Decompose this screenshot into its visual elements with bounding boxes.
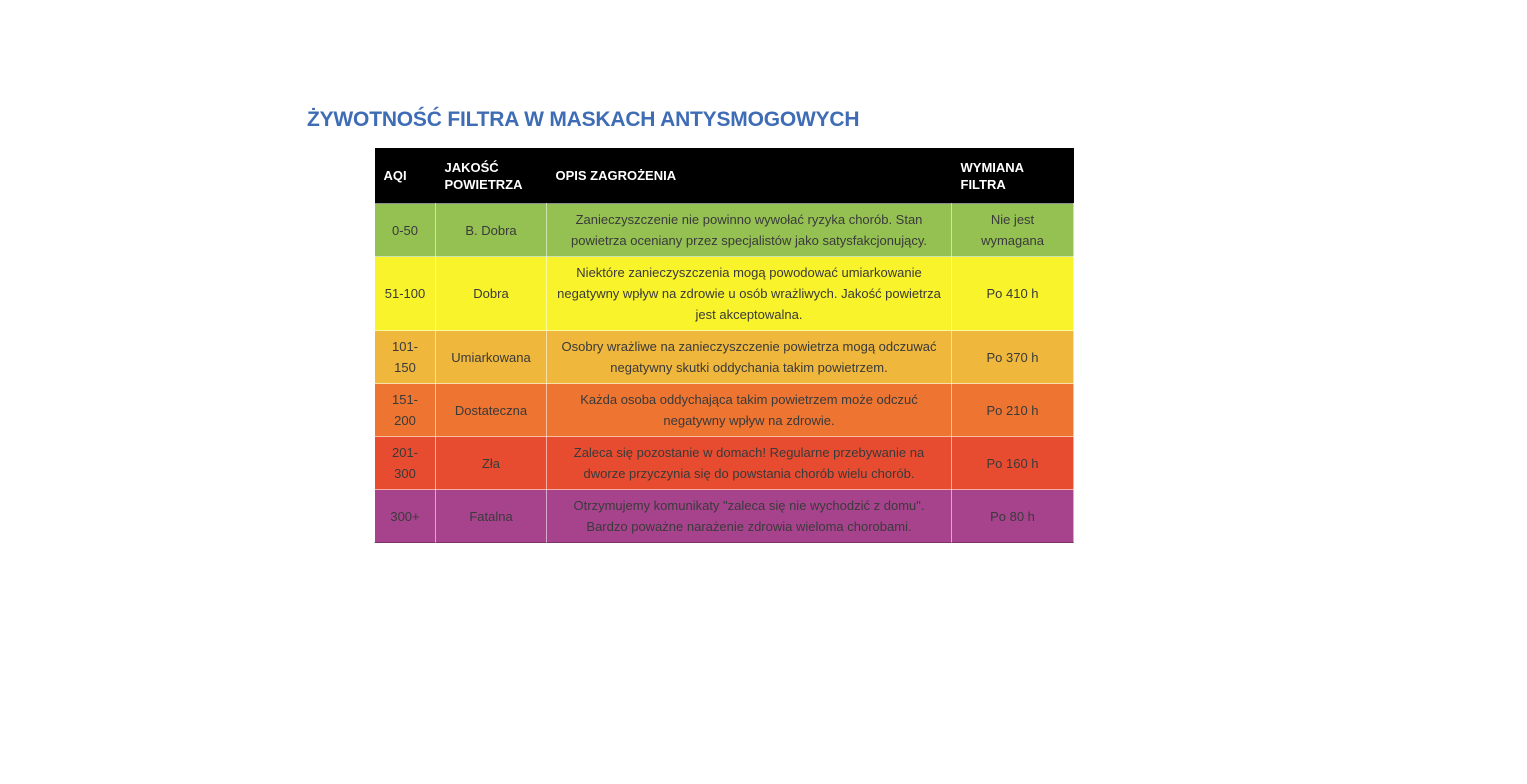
description-cell: Zaleca się pozostanie w domach! Regularne przebywanie na dworze przyczynia się do powstania chorób wielu chorób. [547,437,952,490]
aqi-cell: 151-200 [375,384,436,437]
aqi-cell: 300+ [375,490,436,543]
aqi-cell: 0-50 [375,204,436,257]
description-cell: Otrzymujemy komunikaty "zaleca się nie wychodzić z domu". Bardzo poważne narażenie zdrowia wieloma chorobami. [547,490,952,543]
aqi-cell: 51-100 [375,257,436,331]
table-row [375,490,1074,543]
description-cell: Każda osoba oddychająca takim powietrzem może odczuć negatywny wpływ na zdrowie. [547,384,952,437]
filter-change-cell: Po 80 h [952,490,1074,543]
description-cell: Zanieczyszczenie nie powinno wywołać ryzyka chorób. Stan powietrza oceniany przez specjalistów jako satysfakcjonujący. [547,204,952,257]
quality-cell: Zła [436,437,547,490]
filter-change-cell: Nie jest wymagana [952,204,1074,257]
quality-cell: B. Dobra [436,204,547,257]
table-body [375,204,1074,543]
quality-cell: Dobra [436,257,547,331]
header-filter-replacement: WYMIANA FILTRA [952,148,1074,204]
table-row [375,204,1074,257]
table-row [375,257,1074,331]
header-air-quality: JAKOŚĆ POWIETRZA [436,148,547,204]
aqi-cell: 201-300 [375,437,436,490]
description-cell: Niektóre zanieczyszczenia mogą powodować umiarkowanie negatywny wpływ na zdrowie u osób wrażliwych. Jakość powietrza jest akceptowalna. [547,257,952,331]
description-cell: Osobry wrażliwe na zanieczyszczenie powietrza mogą odczuwać negatywny skutki oddychania takim powietrzem. [547,331,952,384]
aqi-cell: 101-150 [375,331,436,384]
filter-change-cell: Po 160 h [952,437,1074,490]
quality-cell: Dostateczna [436,384,547,437]
page-title: ŻYWOTNOŚĆ FILTRA W MASKACH ANTYSMOGOWYCH [307,108,860,131]
table-row [375,437,1074,490]
header-aqi: AQI [375,148,436,204]
filter-change-cell: Po 370 h [952,331,1074,384]
filter-change-cell: Po 210 h [952,384,1074,437]
table-row [375,384,1074,437]
table-row [375,331,1074,384]
filter-life-table [374,148,1074,543]
quality-cell: Umiarkowana [436,331,547,384]
quality-cell: Fatalna [436,490,547,543]
table-header-row [375,148,1074,204]
header-threat-description: OPIS ZAGROŻENIA [547,148,952,204]
table-header [375,148,1074,204]
filter-change-cell: Po 410 h [952,257,1074,331]
